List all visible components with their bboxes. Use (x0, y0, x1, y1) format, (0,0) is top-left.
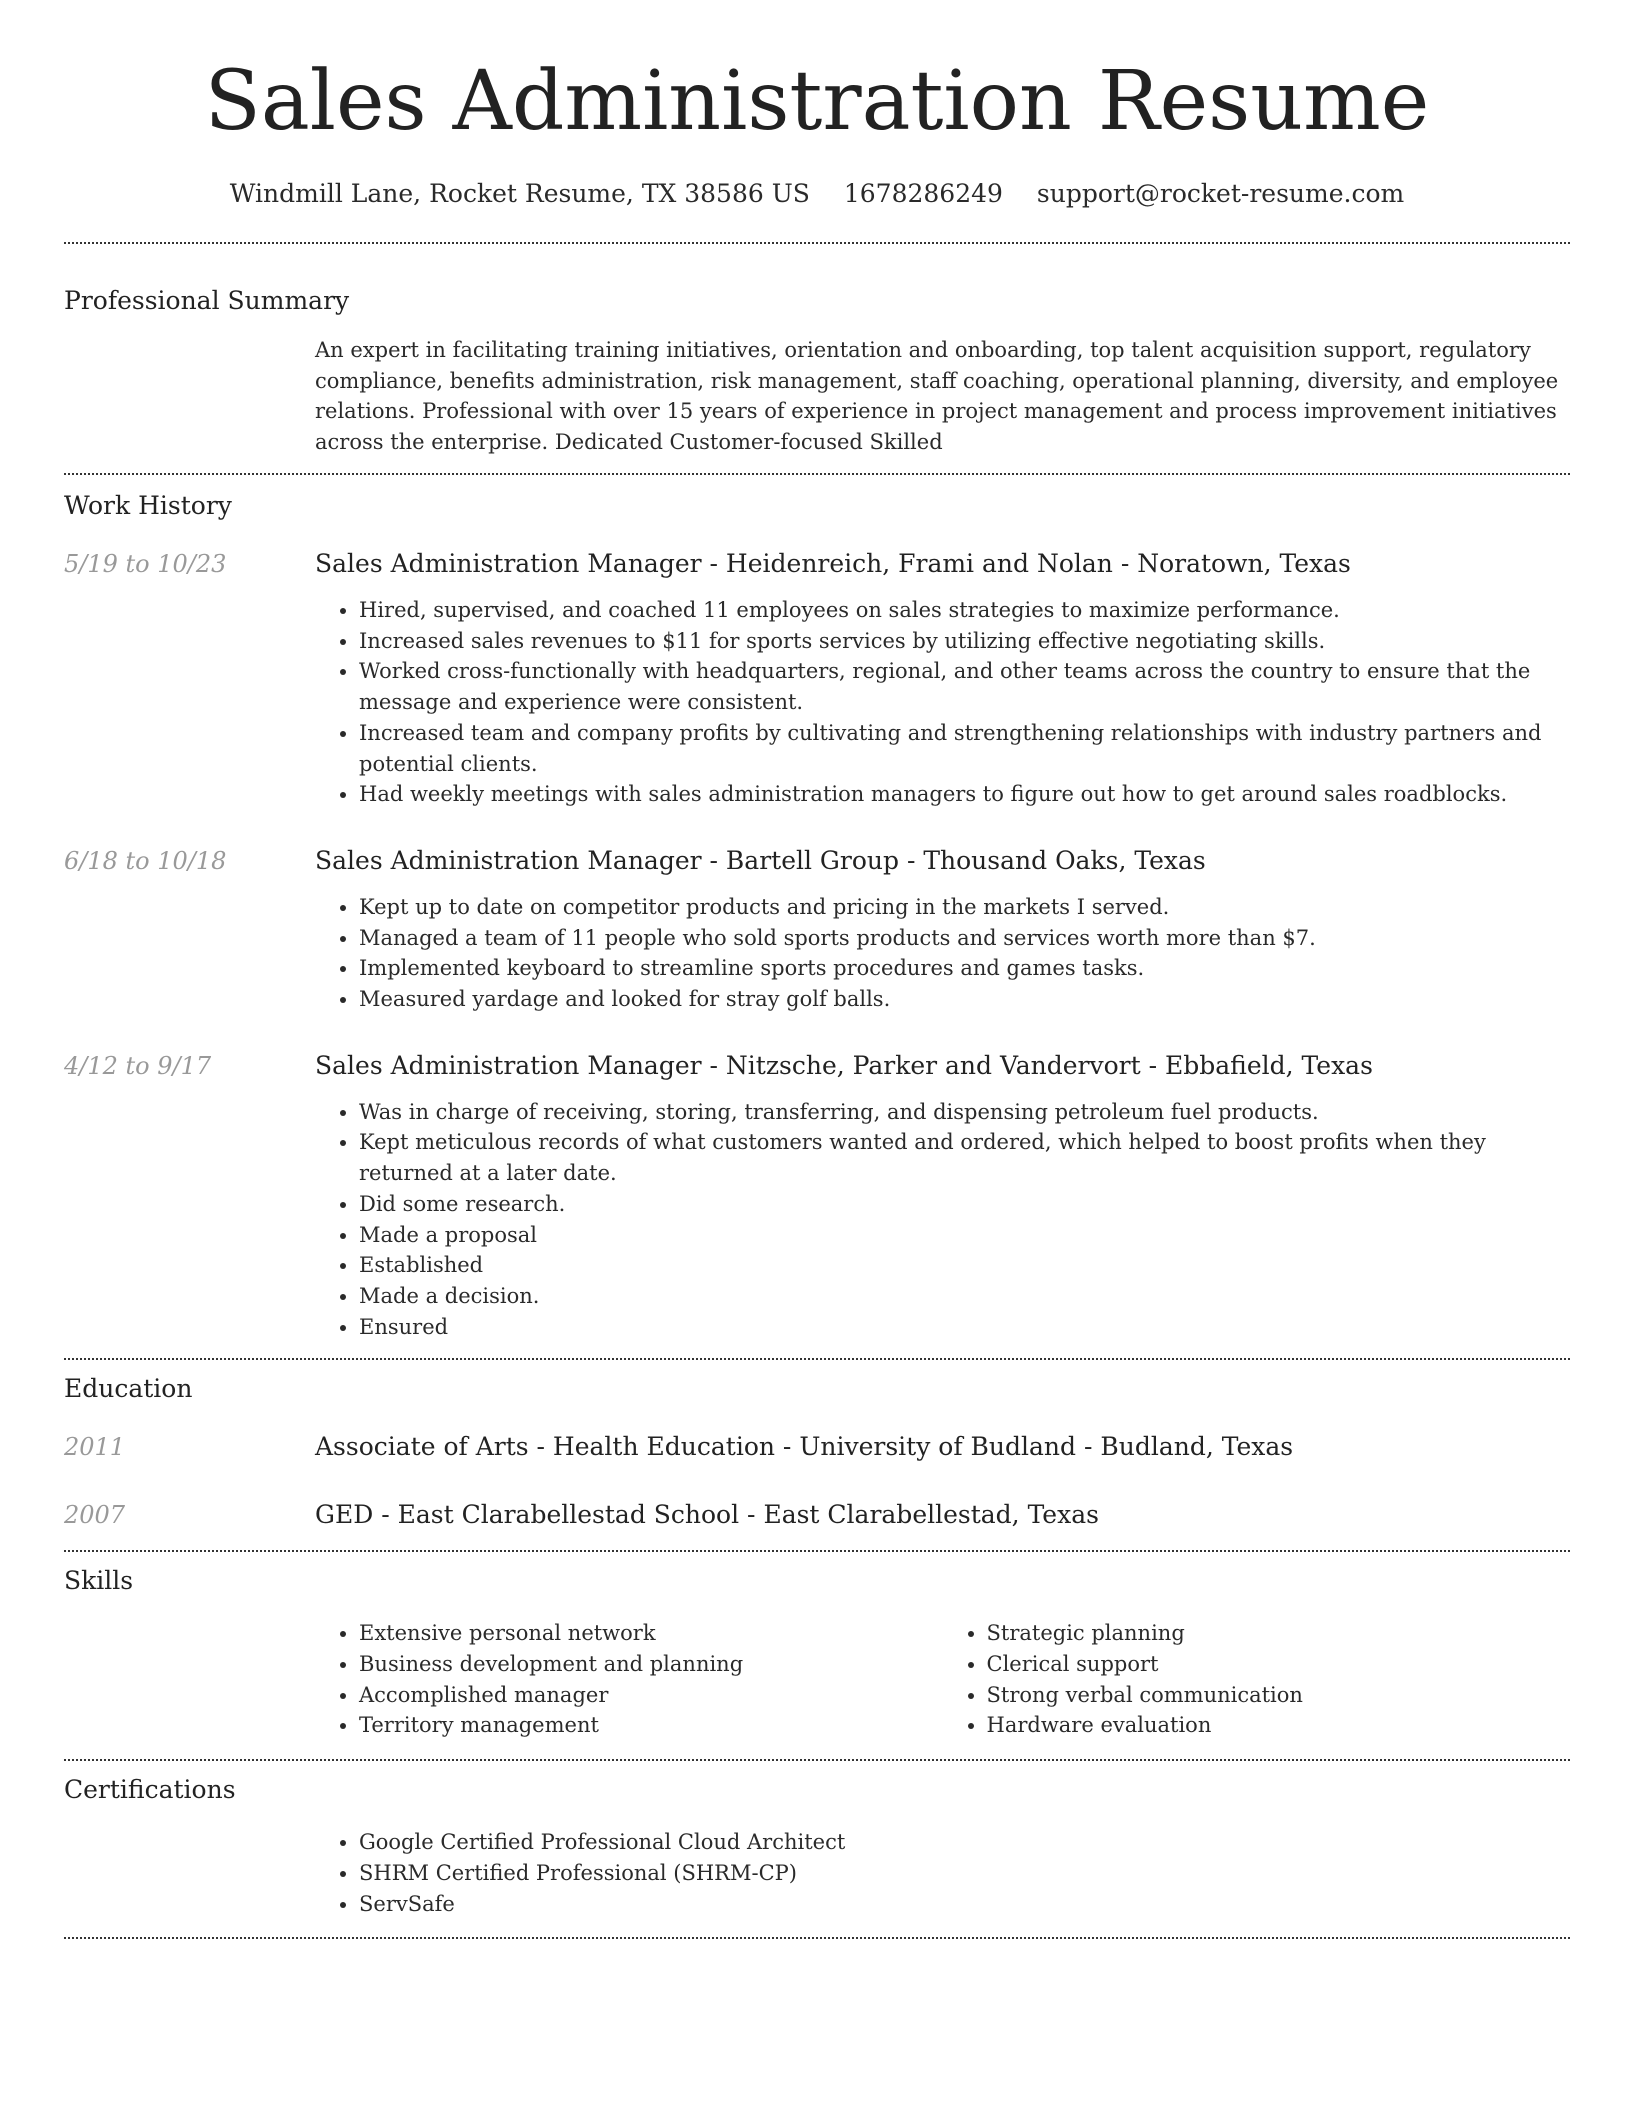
certifications-spacer (64, 1827, 315, 1919)
education-year: 2011 (64, 1433, 126, 1462)
section-title-summary: Professional Summary (64, 286, 350, 315)
email-text: support@rocket-resume.com (1036, 179, 1405, 208)
list-item: • Ensured (359, 1312, 1570, 1343)
divider (64, 1358, 1570, 1360)
job-bullets (315, 1097, 1570, 1343)
resume-page (64, 0, 1570, 1939)
list-item: • Established (359, 1250, 1570, 1281)
list-item: • Hardware evaluation (987, 1710, 1571, 1741)
list-item: • Did some research. (359, 1189, 1570, 1220)
divider (64, 242, 1570, 244)
summary-spacer (64, 335, 315, 457)
skills-list-right (943, 1618, 1571, 1741)
list-item: • Implemented keyboard to streamline sports procedures and games tasks. (359, 953, 1570, 984)
job-bullets (315, 892, 1570, 1015)
list-item: • Kept meticulous records of what customers wanted and ordered, which helped to boost profits when they returned at a later date. (359, 1127, 1570, 1188)
list-item: • Clerical support (987, 1649, 1571, 1680)
job-entry (64, 547, 1570, 810)
list-item: • Extensive personal network (359, 1618, 943, 1649)
summary-text: An expert in facilitating training initiatives, orientation and onboarding, top talent acquisition support, regulatory compliance, benefits administration, risk management, staff coaching, operational planning, diversity, and employee relations. Professional with over 15 years of experience in project management and process improvement initiatives across the enterprise. Dedicated Customer-focused Skilled (315, 338, 1559, 454)
list-item: • Measured yardage and looked for stray golf balls. (359, 984, 1570, 1015)
divider (64, 1759, 1570, 1761)
job-dates: 6/18 to 10/18 (64, 846, 227, 875)
education-entry (64, 1430, 1570, 1464)
list-item: • Territory management (359, 1710, 943, 1741)
list-item: • SHRM Certified Professional (SHRM-CP) (359, 1858, 1570, 1889)
section-title-skills: Skills (64, 1566, 134, 1596)
list-item: • Had weekly meetings with sales administration managers to figure out how to get around sales roadblocks. (359, 779, 1570, 810)
skills-row (64, 1618, 1570, 1741)
summary-row (64, 335, 1570, 457)
list-item: • Worked cross-functionally with headquarters, regional, and other teams across the country to ensure that the message and experience were consistent. (359, 656, 1570, 717)
list-item: • Accomplished manager (359, 1680, 943, 1711)
list-item: • Kept up to date on competitor products and pricing in the markets I served. (359, 892, 1570, 923)
section-title-certifications: Certifications (64, 1775, 236, 1805)
skills-spacer (64, 1618, 315, 1741)
job-heading: Sales Administration Manager - Heidenreich, Frami and Nolan - Noratown, Texas (315, 549, 1351, 578)
job-dates: 5/19 to 10/23 (64, 550, 227, 578)
phone-text: 1678286249 (843, 179, 1003, 208)
job-heading: Sales Administration Manager - Nitzsche, Parker and Vandervort - Ebbafield, Texas (315, 1050, 1373, 1080)
list-item: • Business development and planning (359, 1649, 943, 1680)
education-heading: Associate of Arts - Health Education - University of Budland - Budland, Texas (315, 1432, 1294, 1462)
list-item: • Made a decision. (359, 1281, 1570, 1312)
divider (64, 1937, 1570, 1939)
list-item: • ServSafe (359, 1889, 1570, 1920)
education-heading: GED - East Clarabellestad School - East Clarabellestad, Texas (315, 1500, 1099, 1530)
divider (64, 1550, 1570, 1552)
job-entry (64, 1049, 1570, 1343)
job-dates: 4/12 to 9/17 (64, 1051, 212, 1080)
certifications-row (64, 1827, 1570, 1919)
job-entry (64, 844, 1570, 1015)
address-text: Windmill Lane, Rocket Resume, TX 38586 US (229, 179, 810, 208)
section-title-education: Education (64, 1374, 193, 1404)
list-item: • Google Certified Professional Cloud Architect (359, 1827, 1570, 1858)
resume-title: Sales Administration Resume (204, 54, 1430, 149)
list-item: • Was in charge of receiving, storing, transferring, and dispensing petroleum fuel products. (359, 1097, 1570, 1128)
certifications-list (315, 1827, 1570, 1919)
contact-line (64, 176, 1570, 212)
job-heading: Sales Administration Manager - Bartell Group - Thousand Oaks, Texas (315, 845, 1206, 875)
education-year: 2007 (64, 1501, 126, 1530)
list-item: • Strategic planning (987, 1618, 1571, 1649)
education-entry (64, 1498, 1570, 1532)
list-item: • Strong verbal communication (987, 1680, 1571, 1711)
list-item: • Hired, supervised, and coached 11 employees on sales strategies to maximize performance. (359, 595, 1570, 626)
list-item: • Managed a team of 11 people who sold sports products and services worth more than $7. (359, 923, 1570, 954)
section-title-work: Work History (64, 491, 232, 520)
divider (64, 473, 1570, 475)
skills-list-left (315, 1618, 943, 1741)
list-item: • Increased sales revenues to $11 for sports services by utilizing effective negotiating skills. (359, 626, 1570, 657)
list-item: • Made a proposal (359, 1220, 1570, 1251)
job-bullets (315, 595, 1570, 810)
list-item: • Increased team and company profits by cultivating and strengthening relationships with industry partners and potential clients. (359, 718, 1570, 779)
